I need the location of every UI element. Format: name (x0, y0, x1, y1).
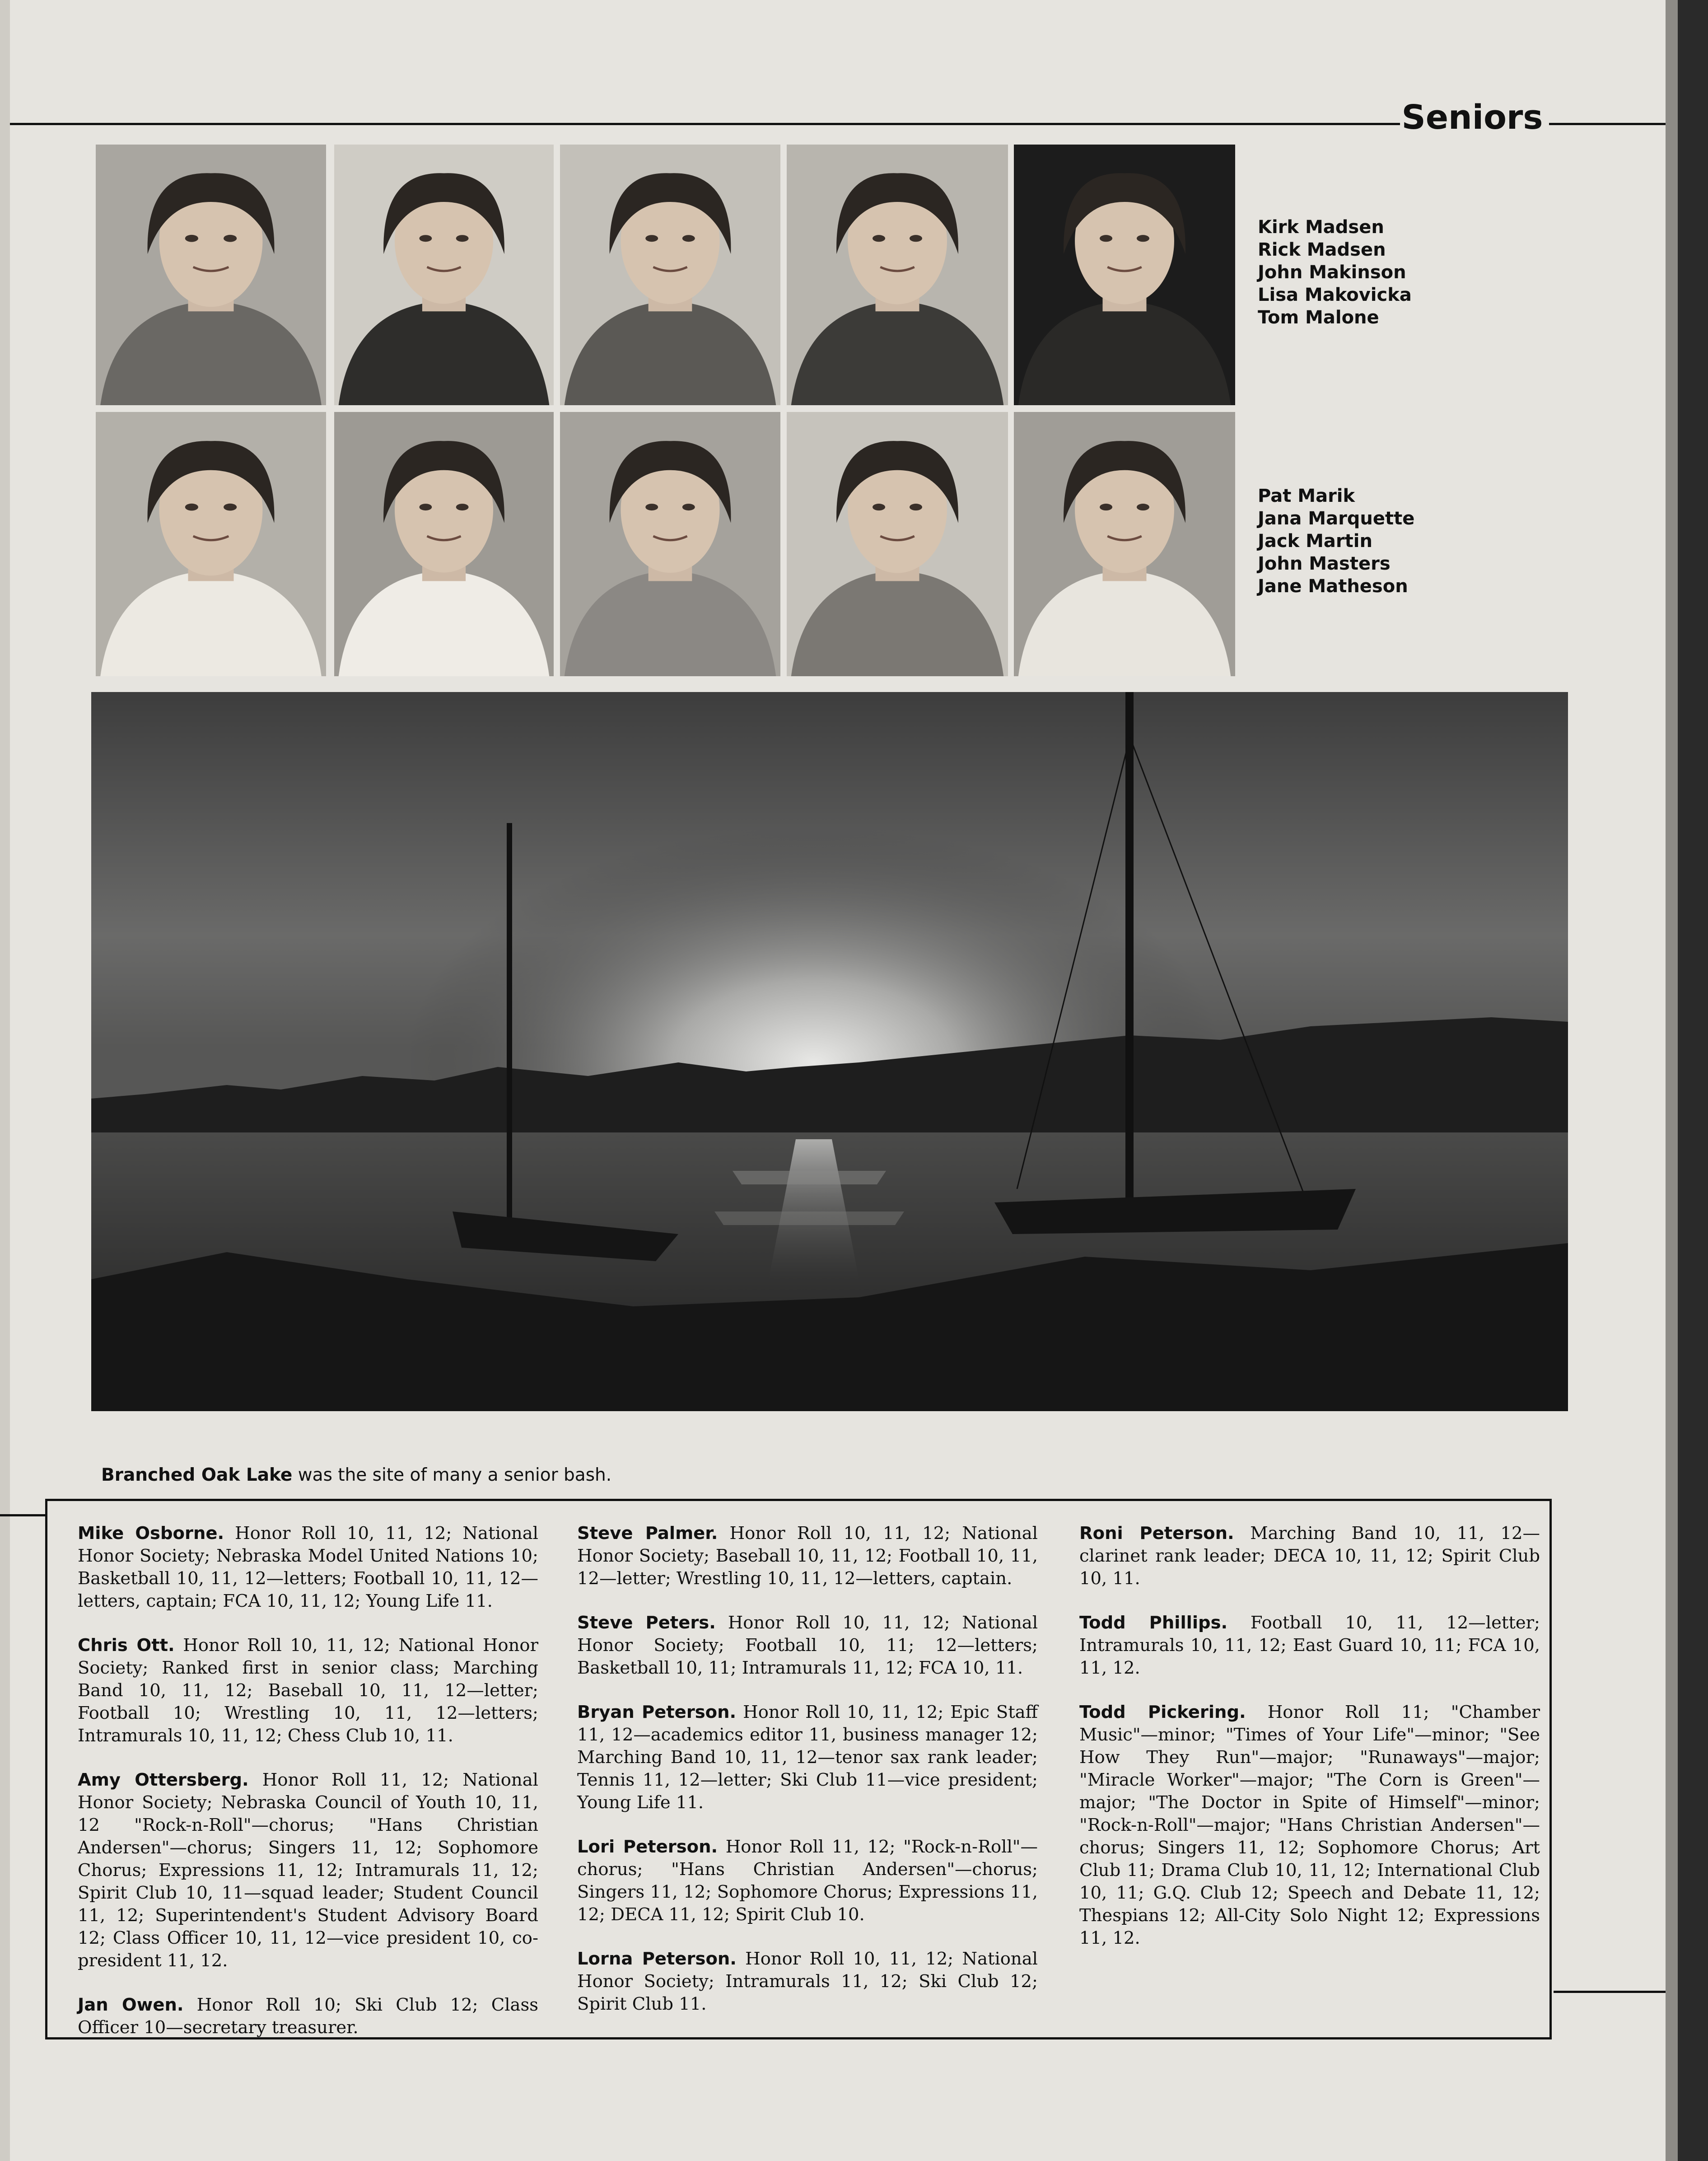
bio-name: Steve Peters. (577, 1613, 716, 1633)
bio-entry (577, 1612, 1038, 1679)
portrait-name: Jane Matheson (1258, 576, 1408, 597)
caption-text: was the site of many a senior bash. (292, 1465, 612, 1485)
student-portrait (96, 145, 326, 405)
bio-entry (78, 1522, 538, 1613)
bio-name: Chris Ott. (78, 1635, 175, 1656)
portrait-name: Pat Marik (1258, 486, 1355, 506)
portrait-name: Rick Madsen (1258, 239, 1386, 260)
bio-text: Honor Roll 10; Ski Club 12; Class Officer 10—secretary treasurer. (78, 1995, 539, 2038)
lake-sunset-photo (91, 692, 1568, 1411)
student-portrait (1014, 412, 1235, 676)
bio-name: Jan Owen. (78, 1995, 184, 2015)
bio-text: Honor Roll 11, 12; National Honor Society; Nebraska Council of Youth 10, 11, 12 "Rock-n-Roll"—chorus; "Hans Christian Andersen"—chorus; Singers 11, 12; Sophomore Chorus; Expressions 11, 12; Intramurals 11, 12; Spirit Club 10, 11—squad leader; Student Council 11, 12; Superintendent's Student Advisory Board 12; Class Officer 10, 11, 12—vice president 10, co-president 11, 12. (78, 1770, 538, 1971)
bio-text: Honor Roll 10, 11, 12; National Honor Society; Intramurals 11, 12; Ski Club 12; Spirit Club 11. (577, 1949, 1038, 2014)
bio-rule-right (1554, 1991, 1666, 1993)
bio-text: Marching Band 10, 11, 12—clarinet rank leader; DECA 10, 11, 12; Spirit Club 10, 11. (1079, 1523, 1540, 1589)
portrait-name: Jana Marquette (1258, 508, 1415, 529)
bio-text: Honor Roll 10, 11, 12; National Honor Society; Nebraska Model United Nations 10; Basketball 10, 11, 12—letters; Football 10, 11, 12—letters, captain; FCA 10, 11, 12; Young Life 11. (78, 1523, 538, 1611)
bio-entry (577, 1948, 1038, 2016)
portrait-name: John Makinson (1258, 262, 1406, 283)
bio-name: Todd Phillips. (1079, 1613, 1228, 1633)
student-portrait (334, 145, 554, 405)
bio-text: Honor Roll 10, 11, 12; National Honor Society; Football 10, 11; 12—letters; Basketball 10, 11; Intramurals 11, 12; FCA 10, 11. (577, 1613, 1038, 1678)
bio-name: Mike Osborne. (78, 1523, 224, 1544)
portrait-name: Lisa Makovicka (1258, 285, 1412, 305)
student-portrait (787, 145, 1008, 405)
bio-column-3 (1079, 1522, 1540, 1971)
bio-text: Football 10, 11, 12—letter; Intramurals 10, 11, 12; East Guard 10, 11; FCA 10, 11, 12. (1079, 1613, 1540, 1678)
bio-text: Honor Roll 11; "Chamber Music"—minor; "Times of Your Life"—minor; "See How They Run"—major; "Runaways"—major; "Miracle Worker"—major; "The Corn is Green"—major; "The Doctor in Spite of Himself"—minor; "Rock-n-Roll"—major; "Hans Christian Andersen"—chorus; Singers 11, 12; Sophomore Chorus; Art Club 11; Drama Club 10, 11, 12; International Club 10, 11; G.Q. Club 12; Speech and Debate 11, 12; Thespians 12; All-City Solo Night 12; Expressions 11, 12. (1079, 1702, 1540, 1948)
bio-entry (1079, 1522, 1540, 1590)
student-portrait (560, 412, 780, 676)
portrait-names-row-1 (1258, 216, 1412, 329)
bio-name: Lori Peterson. (577, 1837, 718, 1857)
bio-text: Honor Roll 10, 11, 12; National Honor Society; Baseball 10, 11, 12; Football 10, 11, 12—letter; Wrestling 10, 11, 12—letters, captain. (577, 1523, 1038, 1589)
bio-name: Amy Ottersberg. (78, 1770, 249, 1790)
photo-caption (101, 1462, 1004, 1489)
binding-edge (1678, 0, 1708, 2161)
portrait-name: Tom Malone (1258, 307, 1379, 328)
bio-entry (1079, 1612, 1540, 1679)
student-portrait (560, 145, 780, 405)
bio-entry (78, 1994, 538, 2039)
bio-name: Lorna Peterson. (577, 1949, 737, 1969)
bio-name: Bryan Peterson. (577, 1702, 737, 1722)
student-portrait (787, 412, 1008, 676)
portrait-name: Kirk Madsen (1258, 217, 1384, 238)
bio-name: Todd Pickering. (1079, 1702, 1246, 1722)
binding-shadow (1666, 0, 1678, 2161)
portrait-names-row-2 (1258, 485, 1414, 598)
bio-text: Honor Roll 10, 11, 12; National Honor Society; Ranked first in senior class; Marching Band 10, 11, 12; Baseball 10, 11, 12—letter; Football 10; Wrestling 10, 11, 12—letters; Intramurals 10, 11, 12; Chess Club 10, 11. (78, 1635, 538, 1746)
bio-entry (577, 1701, 1038, 1814)
bio-name: Steve Palmer. (577, 1523, 718, 1544)
student-portrait (1014, 145, 1235, 405)
header-rule-right (1549, 123, 1666, 125)
portrait-name: John Masters (1258, 553, 1391, 574)
bio-entry (78, 1634, 538, 1747)
bio-entry (78, 1769, 538, 1972)
portrait-name: Jack Martin (1258, 531, 1372, 552)
caption-lead: Branched Oak Lake (101, 1465, 293, 1485)
student-portrait (334, 412, 554, 676)
bio-entry (577, 1522, 1038, 1590)
page-left-edge (0, 0, 10, 2161)
bio-rule-left (0, 1514, 45, 1516)
bio-name: Roni Peterson. (1079, 1523, 1234, 1544)
bio-text: Honor Roll 10, 11, 12; Epic Staff 11, 12—academics editor 11, business manager 12; Marching Band 10, 11, 12—tenor sax rank leader; Tennis 11, 12—letter; Ski Club 11—vice president; Young Life 11. (577, 1702, 1038, 1813)
header-rule-left (10, 123, 1400, 125)
bio-column-2 (577, 1522, 1038, 2037)
student-portrait (96, 412, 326, 676)
bio-entry (577, 1836, 1038, 1926)
bio-text: Honor Roll 11, 12; "Rock-n-Roll"—chorus; "Hans Christian Andersen"—chorus; Singers 11, 12; Sophomore Chorus; Expressions 11, 12; DECA 11, 12; Spirit Club 10. (577, 1837, 1038, 1925)
bio-column-1 (78, 1522, 538, 2061)
bio-entry (1079, 1701, 1540, 1950)
section-title: Seniors (1401, 98, 1543, 137)
